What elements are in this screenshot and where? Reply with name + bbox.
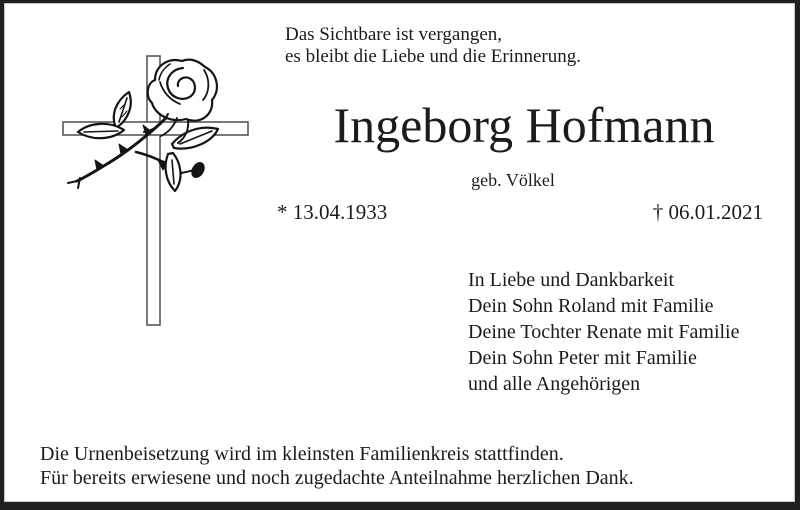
condolence-line: Dein Sohn Peter mit Familie [468,347,697,369]
condolence-line: In Liebe und Dankbarkeit [468,269,675,291]
footer-note [40,443,740,490]
life-dates [277,200,763,224]
condolence-line: Deine Tochter Renate mit Familie [468,321,740,343]
epitaph-line-2: es bleibt die Liebe und die Erinnerung. [285,46,581,67]
condolence-line: Dein Sohn Roland mit Familie [468,295,714,317]
condolence-block [468,267,778,397]
death-date: † 06.01.2021 [652,200,763,224]
cross-with-rose-icon [40,40,270,340]
maiden-name: geb. Völkel [471,170,555,190]
birth-date: * 13.04.1933 [277,200,388,224]
deceased-name: Ingeborg Hofmann [333,97,715,153]
epitaph-line-1: Das Sichtbare ist vergangen, [285,24,503,45]
footer-line-2: Für bereits erwiesene und noch zugedachte Anteilnahme herzlichen Dank. [40,466,634,489]
condolence-line: und alle Angehörigen [468,373,641,395]
epitaph [285,24,765,68]
footer-line-1: Die Urnenbeisetzung wird im kleinsten Familienkreis stattfinden. [40,443,564,465]
